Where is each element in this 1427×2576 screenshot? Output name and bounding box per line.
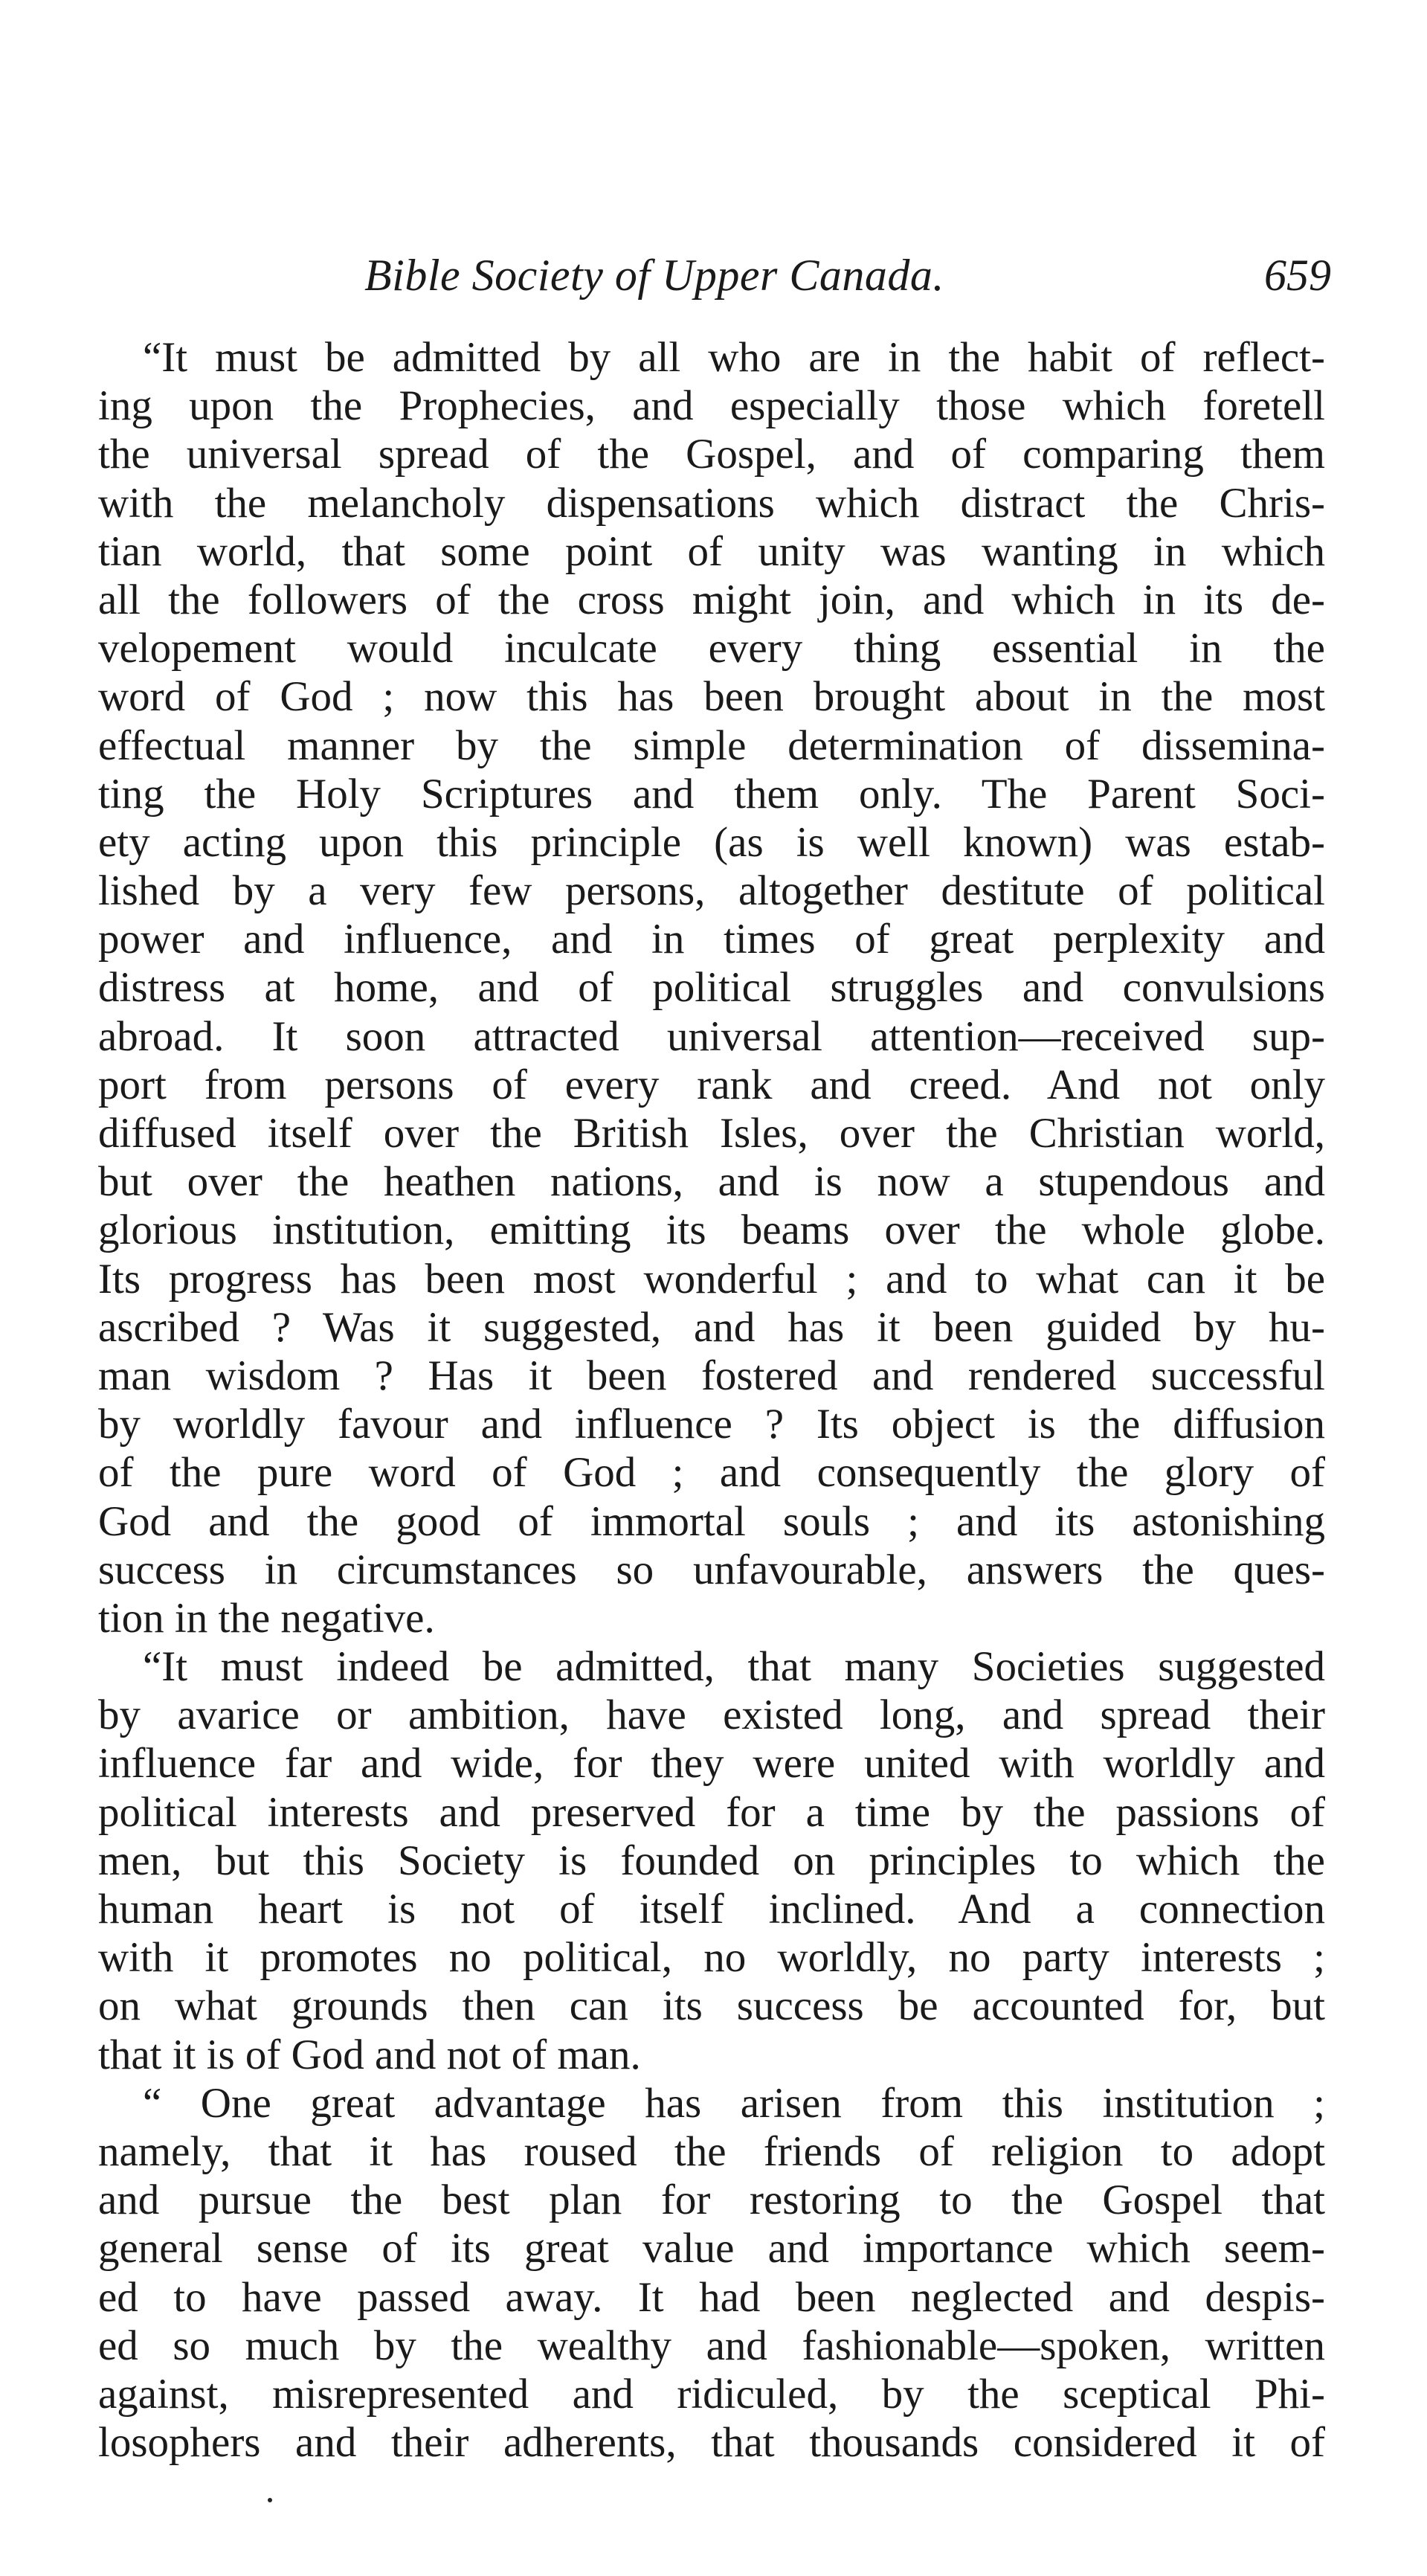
text-line: with it promotes no political, no worldly, no party interests ; — [98, 1934, 1325, 1982]
text-line: diffused itself over the British Isles, over the Christian world, — [98, 1110, 1325, 1157]
paragraph-2 — [98, 1642, 1325, 2079]
text-line: God and the good of immortal souls ; and its astonishing — [98, 1497, 1325, 1545]
paragraph-1 — [98, 333, 1325, 1642]
text-line: man wisdom ? Has it been fostered and rendered successful — [98, 1352, 1325, 1399]
text-line: the universal spread of the Gospel, and of comparing them — [98, 431, 1325, 478]
text-line: port from persons of every rank and creed. And not only — [98, 1061, 1325, 1108]
text-line: power and influence, and in times of great perplexity and — [98, 916, 1325, 963]
text-line: “ One great advantage has arisen from this institution ; — [143, 2079, 1325, 2127]
text-line: influence far and wide, for they were united with worldly and — [98, 1740, 1325, 1788]
text-line: abroad. It soon attracted universal attention—received sup- — [98, 1012, 1325, 1060]
text-line: ing upon the Prophecies, and especially those which foretell — [98, 382, 1325, 430]
text-line: success in circumstances so unfavourable, answers the ques- — [98, 1546, 1325, 1593]
text-line: and pursue the best plan for restoring to the Gospel that — [98, 2177, 1325, 2224]
body-text — [98, 333, 1325, 2467]
text-line: effectual manner by the simple determination of dissemina- — [98, 722, 1325, 769]
paragraph-3 — [98, 2079, 1325, 2467]
text-line: with the melancholy dispensations which distract the Chris- — [98, 479, 1325, 527]
text-line: of the pure word of God ; and consequently the glory of — [98, 1449, 1325, 1497]
text-line: tion in the negative. — [98, 1594, 435, 1642]
text-line: lished by a very few persons, altogether destitute of political — [98, 867, 1325, 915]
running-header — [97, 245, 1331, 305]
text-line: ting the Holy Scriptures and them only. The Parent Soci- — [98, 770, 1325, 818]
text-line: human heart is not of itself inclined. And a connection — [98, 1886, 1325, 1933]
ink-speck — [268, 2498, 272, 2502]
text-line: velopement would inculcate every thing essential in the — [98, 625, 1325, 672]
text-line: distress at home, and of political struggles and convulsions — [98, 964, 1325, 1012]
text-line: ed so much by the wealthy and fashionable—spoken, written — [98, 2322, 1325, 2369]
text-line: general sense of its great value and importance which seem- — [98, 2225, 1325, 2273]
text-line: “It must be admitted by all who are in the habit of reflect- — [143, 334, 1325, 381]
text-line: tian world, that some point of unity was wanting in which — [98, 527, 1325, 575]
text-line: all the followers of the cross might join, and which in its de- — [98, 576, 1325, 623]
text-line: glorious institution, emitting its beams over the whole globe. — [98, 1207, 1325, 1254]
text-line: by avarice or ambition, have existed long, and spread their — [98, 1692, 1325, 1739]
text-line: against, misrepresented and ridiculed, by the sceptical Phi- — [98, 2370, 1325, 2418]
text-line: losophers and their adherents, that thousands considered it of — [98, 2419, 1325, 2467]
text-line: ety acting upon this principle (as is well known) was estab- — [98, 818, 1325, 866]
text-line: Its progress has been most wonderful ; and to what can it be — [98, 1255, 1325, 1303]
text-line: political interests and preserved for a time by the passions of — [98, 1788, 1325, 1836]
text-line: “It must indeed be admitted, that many Societies suggested — [143, 1643, 1325, 1691]
text-line: namely, that it has roused the friends of religion to adopt — [98, 2127, 1325, 2175]
text-line: but over the heathen nations, and is now a stupendous and — [98, 1158, 1325, 1206]
running-title: Bible Society of Upper Canada. — [364, 251, 944, 300]
text-line: men, but this Society is founded on principles to which the — [98, 1837, 1325, 1884]
text-line: ed to have passed away. It had been neglected and despis- — [98, 2273, 1325, 2321]
text-line: word of God ; now this has been brought about in the most — [98, 673, 1325, 721]
text-line: by worldly favour and influence ? Its object is the diffusion — [98, 1401, 1325, 1448]
text-line: that it is of God and not of man. — [98, 2031, 641, 2078]
text-line: on what grounds then can its success be accounted for, but — [98, 1982, 1325, 2030]
text-line: ascribed ? Was it suggested, and has it been guided by hu- — [98, 1303, 1325, 1351]
page-number: 659 — [1264, 251, 1331, 300]
